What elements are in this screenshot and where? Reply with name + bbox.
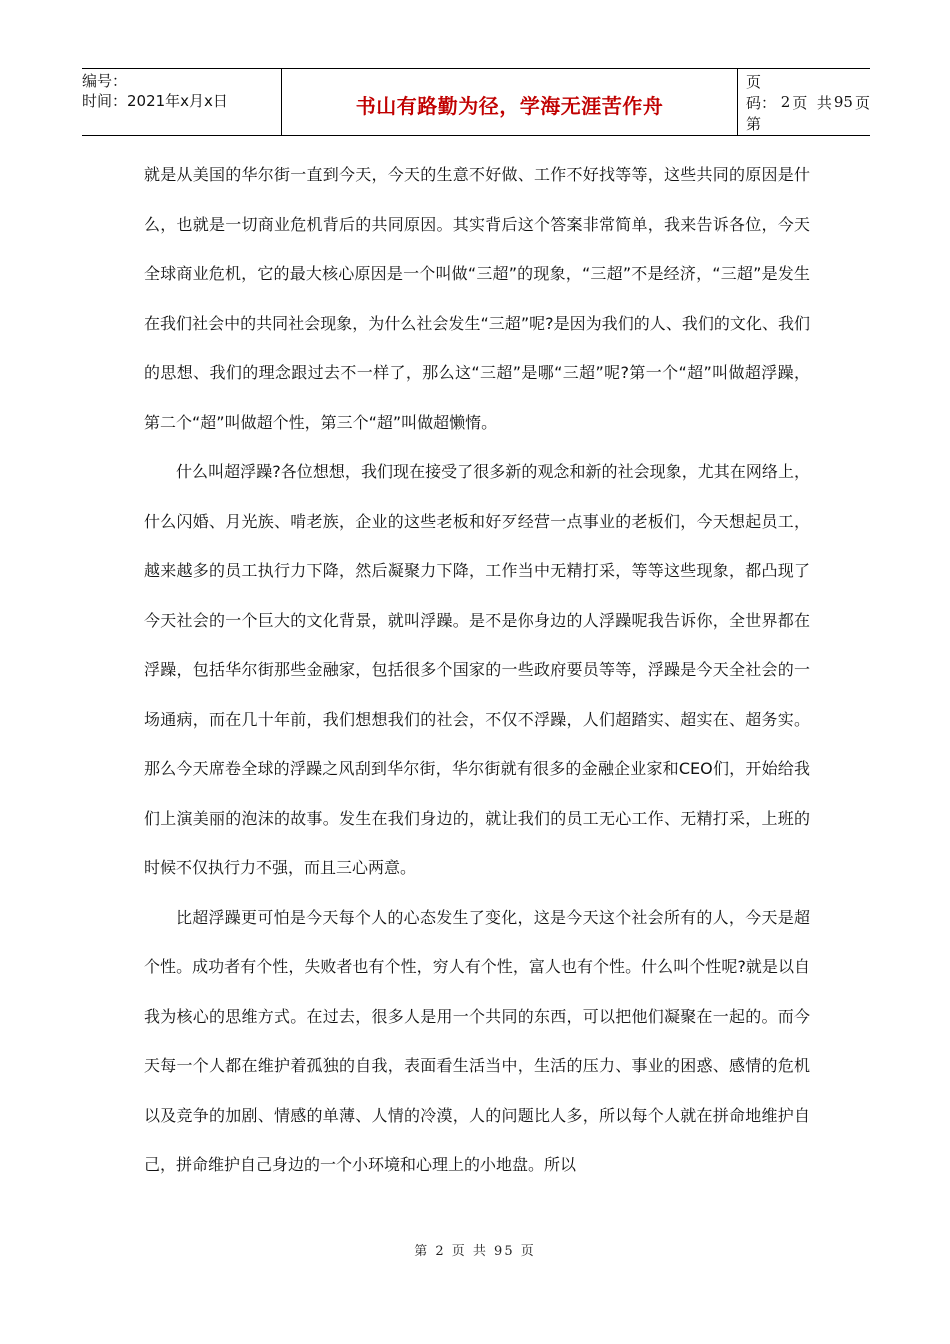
date-label: 时间：2021年x月x日 xyxy=(82,92,228,110)
header-meta xyxy=(82,69,281,135)
serial-number-label: 编号： xyxy=(82,72,128,90)
paragraph-3: 比超浮躁更可怕是今天每个人的心态发生了变化，这是今天这个社会所有的人，今天是超个性。成功者有个性，失败者也有个性，穷人有个性，富人也有个性。什么叫个性呢?就是以自我为核心的思维方式。在过去，很多人是用一个共同的东西，可以把他们凝聚在一起的。而今天每一个人都在维护着孤独的自我，表面看生活当中，生活的压力、事业的困惑、感情的危机以及竞争的加剧、情感的单薄、人情的冷漠，人的问题比人多，所以每个人就在拼命地维护自己，拼命维护自己身边的一个小环境和心理上的小地盘。所以 xyxy=(144,907,810,1174)
paragraph-2: 什么叫超浮躁?各位想想，我们现在接受了很多新的观念和新的社会现象，尤其在网络上，什么闪婚、月光族、啃老族，企业的这些老板和好歹经营一点事业的老板们，今天想起员工，越来越多的员工执行力下降，然后凝聚力下降，工作当中无精打采，等等这些现象，都凸现了今天社会的一个巨大的文化背景，就叫浮躁。是不是你身边的人浮躁呢我告诉你，全世界都在浮躁，包括华尔街那些金融家，包括很多个国家的一些政府要员等等，浮躁是今天全社会的一场通病，而在几十年前，我们想想我们的社会，不仅不浮躁，人们超踏实、超实在、超务实。那么今天席卷全球的浮躁之风刮到华尔街，华尔街就有很多的金融企业家和CEO们，开始给我们上演美丽的泡沫的故事。发生在我们身边的，就让我们的员工无心工作、无精打采，上班的时候不仅执行力不强，而且三心两意。 xyxy=(144,462,810,877)
page-footer: 第 2 页 共 95 页 xyxy=(414,1244,536,1259)
paragraph-1: 就是从美国的华尔街一直到今天，今天的生意不好做、工作不好找等等，这些共同的原因是什么，也就是一切商业危机背后的共同原因。其实背后这个答案非常简单，我来告诉各位，今天全球商业危机，它的最大核心原因是一个叫做“三超”的现象，“三超”不是经济，“三超”是发生在我们社会中的共同社会现象，为什么社会发生“三超”呢?是因为我们的人、我们的文化、我们的思想、我们的理念跟过去不一样了，那么这“三超”是哪“三超”呢?第一个“超”叫做超浮躁，第二个“超”叫做超个性，第三个“超”叫做超懒惰。 xyxy=(144,165,810,432)
page-total: 95 xyxy=(833,93,853,111)
page-suffix: 页 xyxy=(854,93,870,112)
page-prefix: 页码：第 xyxy=(746,72,777,133)
header-motto: 书山有路勤为径，学海无涯苦作舟 xyxy=(355,93,664,118)
page-header xyxy=(82,68,870,136)
page-current: 2 xyxy=(780,93,791,111)
document-body xyxy=(144,150,810,1190)
page-middle: 页 共 xyxy=(792,93,832,112)
header-motto-cell xyxy=(281,69,738,135)
header-page-info xyxy=(738,69,870,135)
